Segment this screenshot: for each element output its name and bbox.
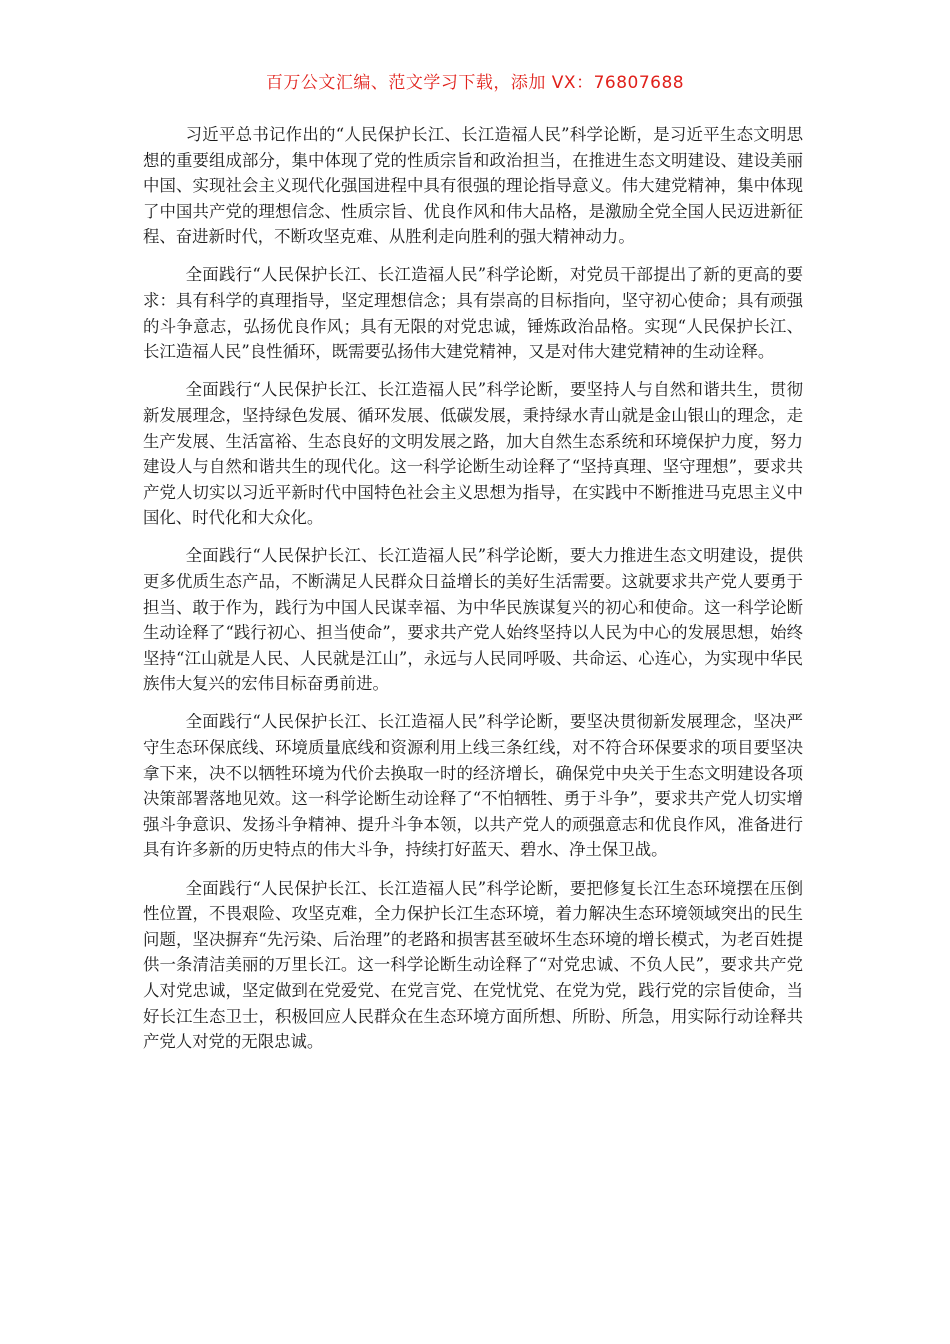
paragraph-4: 全面践行“人民保护长江、长江造福人民”科学论断，要大力推进生态文明建设，提供更多优质生态产品，不断满足人民群众日益增长的美好生活需要。这就要求共产党人要勇于担当、敢于作为，践行为中国人民谋幸福、为中华民族谋复兴的初心和使命。这一科学论断生动诠释了“践行初心、担当使命”，要求共产党人始终坚持以人民为中心的发展思想，始终坚持“江山就是人民、人民就是江山”，永远与人民同呼吸、共命运、心连心，为实现中华民族伟大复兴的宏伟目标奋勇前进。 — [143, 546, 803, 694]
paragraph-5: 全面践行“人民保护长江、长江造福人民”科学论断，要坚决贯彻新发展理念，坚决严守生态环保底线、环境质量底线和资源利用上线三条红线，对不符合环保要求的项目要坚决拿下来，决不以牺牲环境为代价去换取一时的经济增长，确保党中央关于生态文明建设各项决策部署落地见效。这一科学论断生动诠释了“不怕牺牲、勇于斗争”，要求共产党人切实增强斗争意识、发扬斗争精神、提升斗争本领，以共产党人的顽强意志和优良作风，准备进行具有许多新的历史特点的伟大斗争，持续打好蓝天、碧水、净土保卫战。 — [143, 712, 803, 860]
article-body — [143, 122, 803, 1067]
paragraph-6: 全面践行“人民保护长江、长江造福人民”科学论断，要把修复长江生态环境摆在压倒性位置，不畏艰险、攻坚克难，全力保护长江生态环境，着力解决生态环境领域突出的民生问题，坚决摒弃“先污染、后治理”的老路和损害甚至破坏生态环境的增长模式，为老百姓提供一条清洁美丽的万里长江。这一科学论断生动诠释了“对党忠诚、不负人民”，要求共产党人对党忠诚，坚定做到在党爱党、在党言党、在党忧党、在党为党，践行党的宗旨使命，当好长江生态卫士，积极回应人民群众在生态环境方面所想、所盼、所急，用实际行动诠释共产党人对党的无限忠诚。 — [143, 878, 803, 1052]
paragraph-2: 全面践行“人民保护长江、长江造福人民”科学论断，对党员干部提出了新的更高的要求：具有科学的真理指导，坚定理想信念；具有崇高的目标指向，坚守初心使命；具有顽强的斗争意志，弘扬优良作风；具有无限的对党忠诚，锤炼政治品格。实现“人民保护长江、长江造福人民”良性循环，既需要弘扬伟大建党精神，又是对伟大建党精神的生动诠释。 — [143, 265, 803, 362]
header-banner: 百万公文汇编、范文学习下载，添加 VX：76807688 — [265, 73, 685, 93]
paragraph-1: 习近平总书记作出的“人民保护长江、长江造福人民”科学论断，是习近平生态文明思想的重要组成部分，集中体现了党的性质宗旨和政治担当，在推进生态文明建设、建设美丽中国、实现社会主义现代化强国进程中具有很强的理论指导意义。伟大建党精神，集中体现了中国共产党的理想信念、性质宗旨、优良作风和伟大品格，是激励全党全国人民迈进新征程、奋进新时代，不断攻坚克难、从胜利走向胜利的强大精神动力。 — [143, 125, 803, 247]
paragraph-3: 全面践行“人民保护长江、长江造福人民”科学论断，要坚持人与自然和谐共生，贯彻新发展理念，坚持绿色发展、循环发展、低碳发展，秉持绿水青山就是金山银山的理念，走生产发展、生活富裕、生态良好的文明发展之路，加大自然生态系统和环境保护力度，努力建设人与自然和谐共生的现代化。这一科学论断生动诠释了“坚持真理、坚守理想”，要求共产党人切实以习近平新时代中国特色社会主义思想为指导，在实践中不断推进马克思主义中国化、时代化和大众化。 — [143, 380, 803, 528]
